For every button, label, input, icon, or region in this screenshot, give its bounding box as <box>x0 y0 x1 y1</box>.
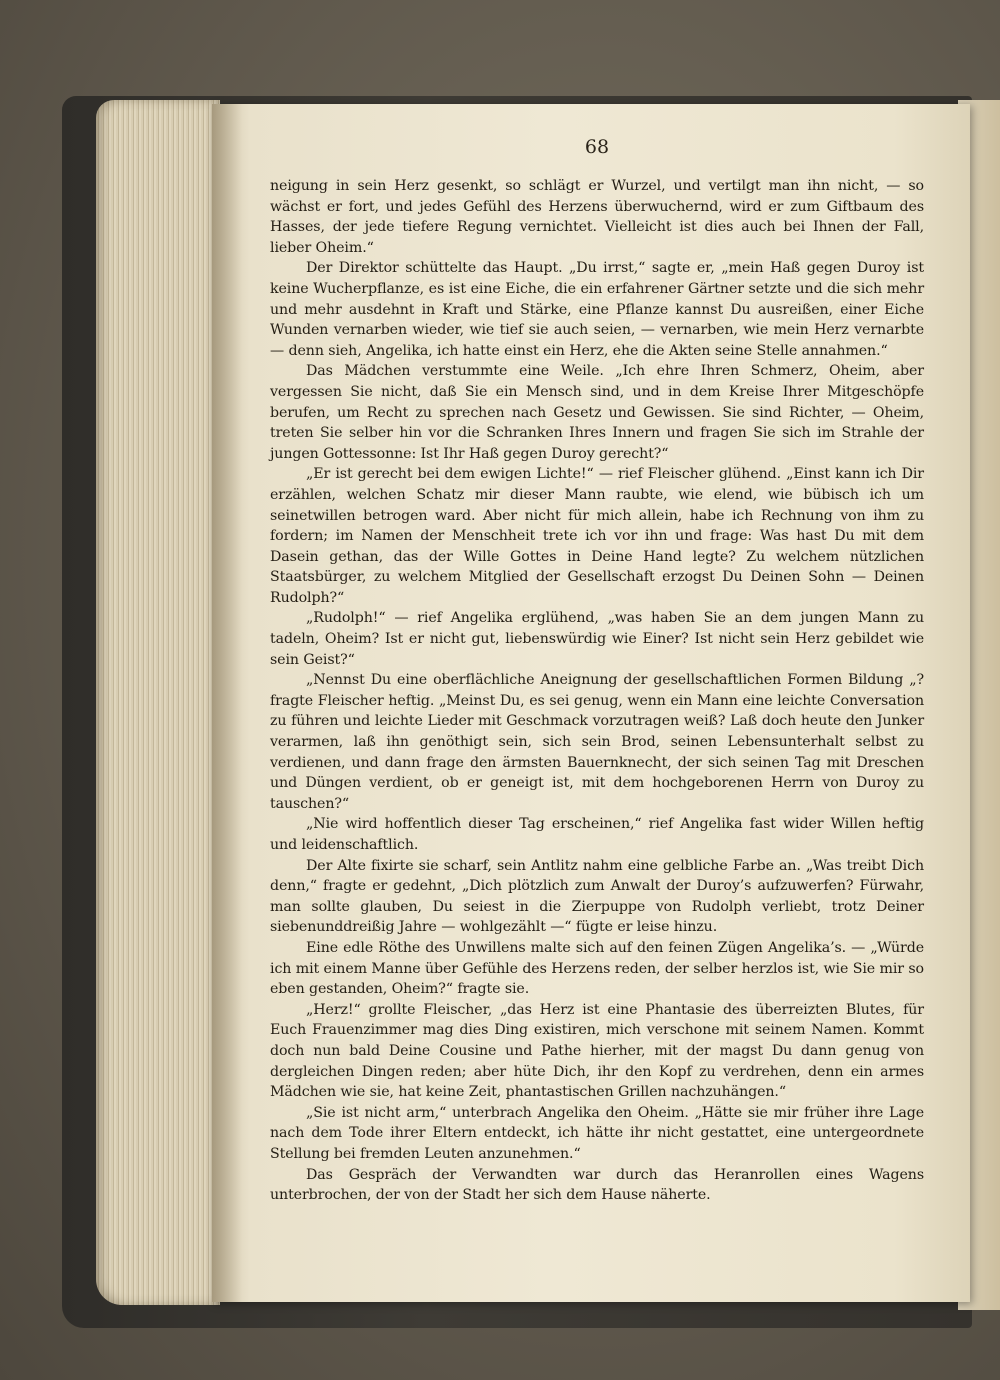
paragraph: „Herz!“ grollte Fleischer, „das Herz ist eine Phantasie des überreizten Blutes, für Euch Frauenzimmer mag dies Ding existiren, mich verschone mit seinem Namen. Kommt doch nun bald Deine Cousine und Pathe hierher, mit der magst Du dann genug von dergleichen Dingen reden; aber hüte Dich, ihr den Kopf zu verdrehen, denn ein armes Mädchen wie sie, hat keine Zeit, phantastischen Grillen nachzuhängen.“ <box>270 1001 924 1101</box>
paragraph: „Nennst Du eine oberflächliche Aneignung der gesellschaftlichen Formen Bildung „? fragte Fleischer heftig. „Meinst Du, es sei genug, wenn ein Mann eine leichte Conversation zu führen und leichte Lieder mit Geschmack vorzutragen weiß? Laß doch heute den Junker verarmen, laß ihn genöthigt sein, sich sein Brod, seinen Lebensunterhalt selbst zu verdienen, und dann frage den ärmsten Bauernknecht, der sich seinen Tag mit Dreschen und Düngen verdient, ob er geneigt ist, mit dem hochgeborenen Herrn von Duroy zu tauschen?“ <box>270 672 924 812</box>
paragraph: „Er ist gerecht bei dem ewigen Lichte!“ — rief Fleischer glühend. „Einst kann ich Dir erzählen, welchen Schatz mir dieser Mann raubte, wie elend, wie bübisch ich um seinetwillen betrogen ward. Aber nicht für mich allein, habe ich Rechnung von ihm zu fordern; im Namen der Menschheit trete ich vor ihn und frage: Was hast Du mit dem Dasein gethan, das der Wille Gottes in Deine Hand legte? Zu welchem nützlichen Staatsbürger, zu welchem Mitglied der Gesellschaft erzogst Du Deinen Sohn — Deinen Rudolph?“ <box>270 466 924 606</box>
paragraph: Das Mädchen verstummte eine Weile. „Ich ehre Ihren Schmerz, Oheim, aber vergessen Sie nicht, daß Sie ein Mensch sind, und in dem Kreise Ihrer Mitgeschöpfe berufen, um Recht zu sprechen nach Gesetz und Gewissen. Sie sind Richter, — Oheim, treten Sie selber hin vor die Schranken Ihres Innern und fragen Sie sich im Strahle der jungen Gottessonne: Ist Ihr Haß gegen Duroy gerecht?“ <box>270 363 924 462</box>
paragraph: „Nie wird hoffentlich dieser Tag erscheinen,“ rief Angelika fast wider Willen heftig und leidenschaftlich. <box>270 816 924 853</box>
paragraph: „Sie ist nicht arm,“ unterbrach Angelika den Oheim. „Hätte sie mir früher ihre Lage nach dem Tode ihrer Eltern entdeckt, ich hätte ihr nicht gestattet, eine untergeordnete Stellung bei fremden Leuten anzunehmen.“ <box>270 1104 924 1162</box>
page-edges <box>96 100 220 1305</box>
paragraph: Eine edle Röthe des Unwillens malte sich auf den feinen Zügen Angelika’s. — „Würde ich mit einem Manne über Gefühle des Herzens reden, der selber herzlos ist, wie Sie mir so eben gestanden, Oheim?“ fragte sie. <box>270 939 924 998</box>
body-text <box>270 176 924 1206</box>
book-page <box>212 104 970 1302</box>
paragraph: Der Alte fixirte sie scharf, sein Antlitz nahm eine gelbliche Farbe an. „Was treibt Dich denn,“ fragte er gedehnt, „Dich plötzlich zum Anwalt der Duroy’s aufzuwerfen? Fürwahr, man sollte glauben, Du seiest in die Zierpuppe von Rudolph verliebt, trotz Deiner siebenunddreißig Jahre — wohlgezählt —“ fügte er leise hinzu. <box>270 857 924 936</box>
paragraph: „Rudolph!“ — rief Angelika erglühend, „was haben Sie an dem jungen Mann zu tadeln, Oheim? Ist er nicht gut, liebenswürdig wie Einer? Ist nicht sein Herz gebildet wie sein Geist?“ <box>270 610 924 668</box>
page-number: 68 <box>584 136 610 158</box>
paragraph: neigung in sein Herz gesenkt, so schlägt er Wurzel, und vertilgt man ihn nicht, — so wächst er fort, und jedes Gefühl des Herzens überwuchernd, wird er zum Giftbaum des Hasses, der jede tiefere Regung vernichtet. Vielleicht ist dies auch bei Ihnen der Fall, lieber Oheim.“ <box>270 178 924 256</box>
paragraph: Das Gespräch der Verwandten war durch das Heranrollen eines Wagens unterbrochen, der von der Stadt her sich dem Hause näherte. <box>270 1166 924 1204</box>
paragraph: Der Direktor schüttelte das Haupt. „Du irrst,“ sagte er, „mein Haß gegen Duroy ist keine Wucherpflanze, es ist eine Eiche, die ein erfahrener Gärtner setzte und die sich mehr und mehr ausdehnt in Kraft und Stärke, eine Pflanze kannst Du ausreißen, einer Eiche Wunden vernarben wieder, wie tief sie auch seien, — vernarben, wie mein Herz vernarbte — denn sieh, Angelika, ich hatte einst ein Herz, ehe die Akten seine Stelle annahmen.“ <box>270 260 924 359</box>
